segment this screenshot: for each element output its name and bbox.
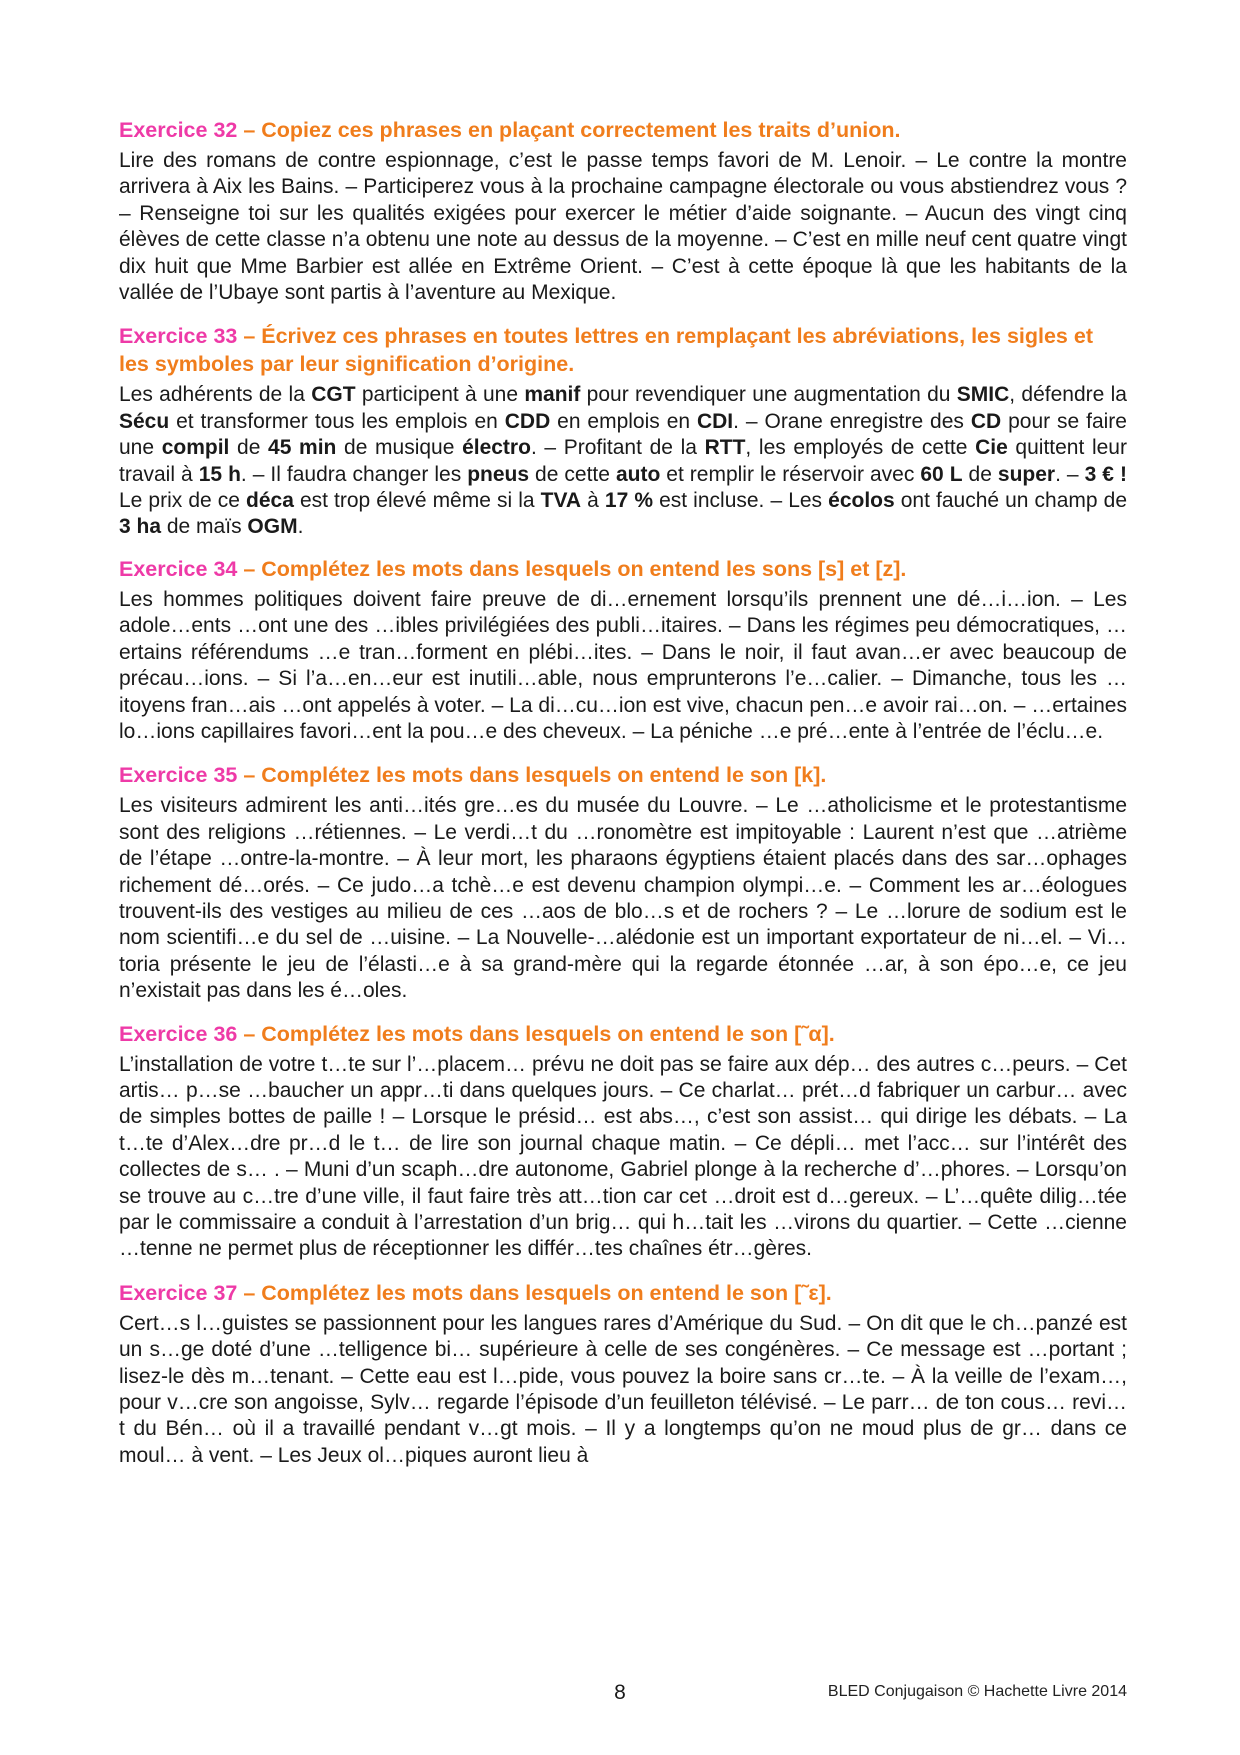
exercise-number: Exercice 37 (119, 1280, 238, 1305)
bold-term: déca (246, 489, 294, 513)
exercise-34 (119, 555, 1127, 745)
bold-term: électro (462, 436, 531, 460)
exercise-body (119, 148, 1127, 306)
bold-term: écolos (828, 489, 895, 513)
page-content (119, 116, 1127, 1469)
exercise-number: Exercice 32 (119, 118, 238, 142)
exercise-body (119, 587, 1127, 745)
exercise-title (119, 555, 1127, 583)
text-run: participent à une (355, 383, 525, 407)
exercise-title (119, 1279, 1127, 1307)
exercise-title (119, 1020, 1127, 1048)
text-run: . – Orane enregistre des (733, 409, 971, 433)
exercise-35 (119, 761, 1127, 1004)
exercise-body (119, 1052, 1127, 1263)
bold-term: Sécu (119, 409, 170, 433)
text-run: à (581, 489, 605, 513)
bold-term: 45 min (268, 436, 337, 460)
bold-term: auto (615, 462, 661, 486)
exercise-body (119, 793, 1127, 1004)
exercise-33 (119, 322, 1127, 540)
text-run: Cert…s l…guistes se passionnent pour les langues rares d’Amérique du Sud. – On dit que le ch…panzé est un s…ge doté d’une …telligence bi… supérieure à celle de ses congénères. – Ce message est …portant ; lisez-le dès m…tenant. – Cette eau est l…pide, vous pouvez la boire sans cr…te. – À la veille de l’exam…, pour v…cre son angoisse, Sylv… regarde l’épisode d’un feuilleton télévisé. – Le parr… de ton cous… revi…t du Bén… où il a travaillé pendant v…gt mois. – Il y a longtemps qu’on ne moud plus de gr… dans ce moul… à vent. – Les Jeux ol…piques auront lieu à (119, 1311, 1127, 1467)
text-run: pour revendiquer une augmentation du (580, 383, 957, 407)
text-run: . – Il faudra changer les (240, 462, 468, 486)
exercise-instruction: – Écrivez ces phrases en toutes lettres en remplaçant les abréviations, les sigles et les symboles par leur signification d’origine. (119, 324, 1093, 377)
text-run: Les hommes politiques doivent faire preuve de di…ernement lorsqu’ils prennent une dé…i…ion. – Les adole…ents …ont une des …ibles privilégiées des publi…itaires. – Dans les régimes peu démocratiques, …ertains référendums …e tran…forment en plébi…ites. – Dans le noir, il faut avan…er avec beaucoup de précau…ions. – Si l’a…en…eur est inutili…able, nous emprunterons l’e…calier. – Dimanche, tous les …itoyens fran…ais …ont appelés à voter. – La di…cu…ion est vive, chacun pen…e avoir rai…on. – …ertaines lo…ions capillaires favori…ent la pou…e des cheveux. – La péniche …e pré…ente à l’entrée de l’éclu…e. (119, 587, 1127, 743)
bold-term: 3 € ! (1084, 462, 1127, 486)
exercise-number: Exercice 35 (119, 763, 238, 788)
text-run: de musique (336, 436, 463, 460)
text-run: de (229, 436, 269, 460)
bold-term: 15 h (198, 462, 241, 486)
exercise-instruction: – Complétez les mots dans lesquels on entend le son [˜α]. (237, 1021, 835, 1046)
exercise-36 (119, 1020, 1127, 1263)
footer-credit: BLED Conjugaison © Hachette Livre 2014 (827, 1683, 1127, 1700)
exercise-instruction: – Complétez les mots dans lesquels on entend le son [k]. (237, 763, 827, 788)
bold-term: 3 ha (119, 515, 162, 539)
text-run: L’installation de votre t…te sur l’…placem… prévu ne doit pas se faire aux dép… des autres c…peurs. – Cet artis… p…se …baucher un appr…ti dans quelques jours. – Ce charlat… prét…d fabriquer un carbur… avec de simples bottes de paille ! – Lorsque le présid… est abs…, c’est son assist… qui dirige les débats. – La t…te d’Alex…dre pr…d le t… de lire son journal chaque matin. – Ce dépli… met l’acc… sur l’intérêt des collectes de s… . – Muni d’un scaph…dre autonome, Gabriel plonge à la recherche d’…phores. – Lorsqu’on se trouve au c…tre d’une ville, il faut faire très att…tion car cet …droit est d…gereux. – L’…quête dilig…tée par le commissaire a conduit à l’arrestation d’un brig… qui h…tait les …virons du quartier. – Cette …cienne …tenne ne permet plus de réceptionner les différ…tes chaînes étr…gères. (119, 1052, 1127, 1261)
page-number: 8 (614, 1681, 626, 1704)
exercise-instruction: – Complétez les mots dans lesquels on entend le son [˜ε]. (237, 1280, 832, 1305)
text-run: et transformer tous les emplois en (169, 409, 505, 433)
bold-term: SMIC (956, 383, 1010, 407)
text-run: de cette (529, 462, 616, 486)
bold-term: CD (970, 409, 1002, 433)
exercise-32 (119, 116, 1127, 306)
text-run: . – (1055, 462, 1085, 486)
text-run: . (297, 515, 304, 539)
text-run: est incluse. – Les (653, 489, 829, 513)
text-run: de (962, 462, 998, 486)
text-run: en emplois en (550, 409, 697, 433)
text-run: Les visiteurs admirent les anti…ités gre…es du musée du Louvre. – Le …atholicisme et le protestantisme sont des religions …rétiennes. – Le verdi…t du …ronomètre est impitoyable : Laurent n’est que …atrième de l’étape …ontre-la-montre. – À leur mort, les pharaons égyptiens étaient placés dans des sar…ophages richement dé…orés. – Ce judo…a tchè…e est devenu champion olympi…e. – Comment les ar…éologues trouvent-ils des vestiges au milieu de ces …aos de blo…s et de rochers ? – Le …lorure de sodium est le nom scientifi…e du sel de …uisine. – La Nouvelle-…alédonie est un important exportateur de ni…el. – Vi…toria présente le jeu de l’élasti…e à sa grand-mère qui la regarde étonnée …ar, à son épo…e, ce jeu n’existait pas dans les é…oles. (119, 794, 1127, 1003)
bold-term: CDI (696, 409, 734, 433)
bold-term: TVA (540, 489, 582, 513)
text-run: est trop élevé même si la (293, 489, 541, 513)
bold-term: RTT (704, 436, 746, 460)
text-run: ont fauché un champ de (894, 489, 1128, 513)
text-run: et remplir le réservoir avec (660, 462, 921, 486)
exercise-37 (119, 1279, 1127, 1469)
exercise-number: Exercice 36 (119, 1021, 238, 1046)
bold-term: OGM (247, 515, 298, 539)
exercise-body (119, 1311, 1127, 1469)
text-run: de maïs (161, 515, 248, 539)
bold-term: Cie (975, 436, 1008, 460)
text-run: Lire des romans de contre espionnage, c’est le passe temps favori de M. Lenoir. – Le contre la montre arrivera à Aix les Bains. – Participerez vous à la prochaine campagne électorale ou vous abstiendrez vous ? – Renseigne toi sur les qualités exigées pour exercer le métier d’aide soignante. – Aucun des vingt cinq élèves de cette classe n’a obtenu une note au dessus de la moyenne. – C’est en mille neuf cent quatre vingt dix huit que Mme Barbier est allée en Extrême Orient. – C’est à cette époque là que les habitants de la vallée de l’Ubaye sont partis à l’aventure au Mexique. (119, 149, 1127, 305)
bold-term: CDD (504, 409, 551, 433)
text-run: , les employés de cette (745, 436, 976, 460)
text-run: pour se faire une (119, 409, 1127, 460)
exercise-number: Exercice 33 (119, 324, 238, 349)
exercise-title (119, 322, 1127, 378)
text-run: . – Profitant de la (530, 436, 705, 460)
text-run: Le prix de ce (119, 489, 247, 513)
bold-term: pneus (467, 462, 530, 486)
bold-term: super (997, 462, 1056, 486)
exercise-title (119, 761, 1127, 789)
exercise-instruction: – Copiez ces phrases en plaçant correctement les traits d’union. (237, 118, 901, 142)
bold-term: compil (161, 436, 230, 460)
bold-term: 17 % (604, 489, 654, 513)
exercise-title (119, 116, 1127, 144)
text-run: quittent leur travail à (119, 436, 1127, 486)
bold-term: manif (524, 383, 581, 407)
text-run: , défendre la (1009, 383, 1127, 407)
exercise-number: Exercice 34 (119, 556, 238, 581)
text-run: Les adhérents de la (119, 383, 312, 407)
bold-term: CGT (311, 383, 356, 407)
exercise-body (119, 382, 1127, 540)
bold-term: 60 L (920, 462, 963, 486)
exercise-instruction: – Complétez les mots dans lesquels on entend les sons [s] et [z]. (237, 556, 907, 581)
